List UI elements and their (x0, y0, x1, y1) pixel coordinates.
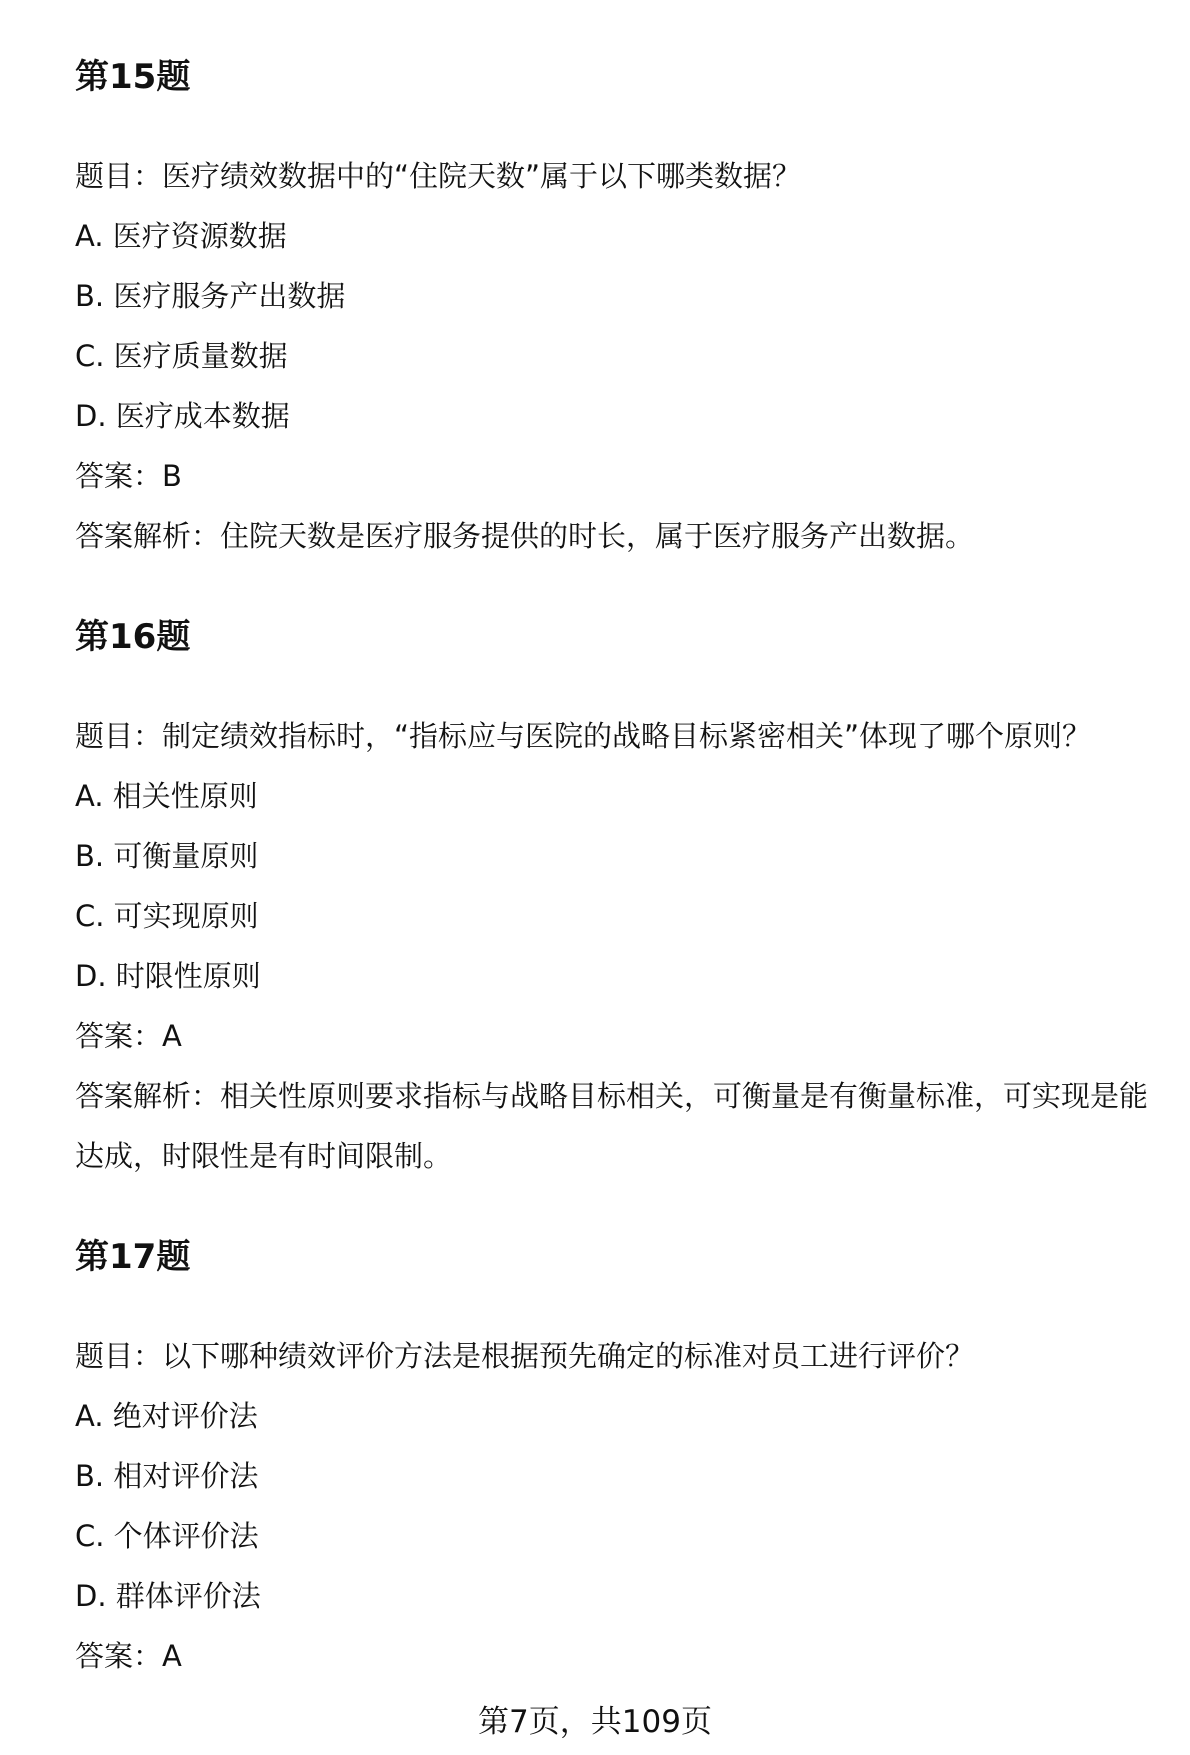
question-title: 第16题 (75, 617, 191, 657)
option-a: A. 绝对评价法 (75, 1399, 258, 1433)
answer: 答案：A (75, 1019, 182, 1053)
question-stem: 题目：制定绩效指标时，“指标应与医院的战略目标紧密相关”体现了哪个原则？ (75, 719, 1092, 753)
option-b: B. 医疗服务产出数据 (75, 279, 346, 313)
answer-analysis: 答案解析：相关性原则要求指标与战略目标相关，可衡量是有衡量标准，可实现是能达成，时限性是有时间限制。 (75, 1079, 1149, 1173)
option-d: D. 群体评价法 (75, 1579, 261, 1613)
option-a: A. 相关性原则 (75, 779, 258, 813)
page-number: 第7页，共109页 (478, 1704, 712, 1740)
answer-analysis: 答案解析：住院天数是医疗服务提供的时长，属于医疗服务产出数据。 (75, 519, 975, 553)
option-b: B. 可衡量原则 (75, 839, 259, 873)
option-c: C. 个体评价法 (75, 1519, 259, 1553)
option-d: D. 时限性原则 (75, 959, 261, 993)
option-d: D. 医疗成本数据 (75, 399, 290, 433)
question-title: 第17题 (75, 1237, 191, 1277)
question-stem: 题目：医疗绩效数据中的“住院天数”属于以下哪类数据？ (75, 159, 802, 193)
option-b: B. 相对评价法 (75, 1459, 259, 1493)
option-a: A. 医疗资源数据 (75, 219, 287, 253)
answer: 答案：B (75, 459, 182, 493)
question-title: 第15题 (75, 57, 191, 97)
option-c: C. 可实现原则 (75, 899, 259, 933)
question-stem: 题目：以下哪种绩效评价方法是根据预先确定的标准对员工进行评价？ (75, 1339, 975, 1373)
answer: 答案：A (75, 1639, 182, 1673)
option-c: C. 医疗质量数据 (75, 339, 288, 373)
